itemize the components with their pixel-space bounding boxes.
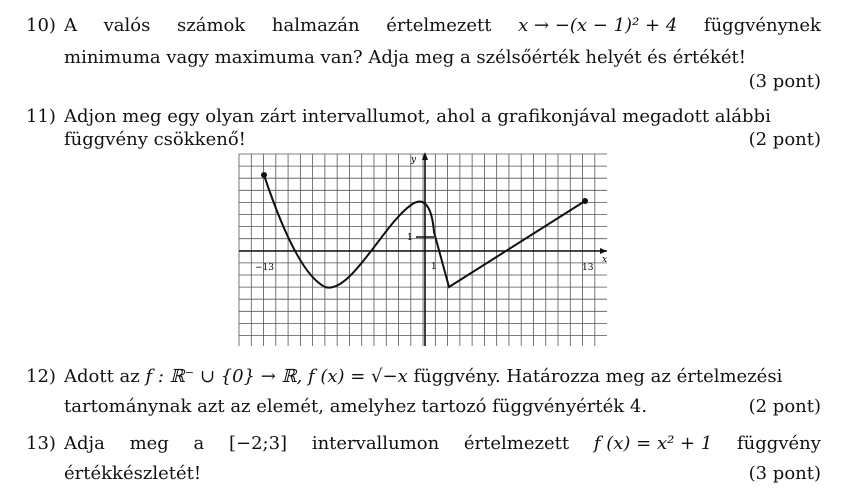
problem-13-line1 bbox=[64, 433, 821, 454]
problem-10-line1 bbox=[64, 15, 821, 36]
word: függvénynek bbox=[703, 15, 821, 36]
problem-12-number: 12) bbox=[26, 366, 56, 387]
problem-13-number: 13) bbox=[26, 433, 56, 454]
problem-10-formula: x → −(x − 1)² + 4 bbox=[518, 15, 678, 36]
problem-12-line2: tartománynak azt az elemét, amelyhez tartozó függvényérték 4. bbox=[64, 396, 648, 417]
problem-12-line1 bbox=[64, 366, 782, 388]
tick-label-x1: 1 bbox=[431, 262, 437, 272]
word: Adja bbox=[64, 433, 105, 454]
problem-11-line1: Adjon meg egy olyan zárt intervallumot, ahol a grafikonjával megadott alábbi bbox=[64, 106, 771, 127]
text: függvény. Határozza meg az értelmezési bbox=[413, 366, 783, 387]
problem-11-line2: függvény csökkenő! bbox=[64, 129, 246, 150]
curve-end-point bbox=[582, 198, 588, 204]
y-axis-label: y bbox=[411, 155, 417, 165]
problem-13-points: (3 pont) bbox=[748, 463, 821, 484]
tick-label-neg13: −13 bbox=[255, 263, 274, 273]
word: a bbox=[193, 433, 205, 454]
word: függvény bbox=[737, 433, 821, 454]
problem-11-points: (2 pont) bbox=[748, 129, 821, 150]
problem-11-number: 11) bbox=[26, 106, 56, 127]
word: értelmezett bbox=[463, 433, 570, 454]
word: számok bbox=[177, 15, 246, 36]
word: halmazán bbox=[271, 15, 360, 36]
problem-10-points: (3 pont) bbox=[748, 71, 821, 92]
x-axis-arrow bbox=[600, 248, 607, 254]
word: A bbox=[64, 15, 77, 36]
problem-12-points: (2 pont) bbox=[748, 396, 821, 417]
problem-13-line2: értékkészletét! bbox=[64, 463, 202, 484]
curve-start-point bbox=[261, 172, 267, 178]
tick-label-13: 13 bbox=[582, 263, 594, 273]
word: meg bbox=[129, 433, 169, 454]
text: Adott az bbox=[64, 366, 140, 387]
problem-13-formula: f (x) = x² + 1 bbox=[593, 433, 713, 454]
problem-13-interval: [−2;3] bbox=[228, 433, 288, 454]
x-axis-label: x bbox=[602, 255, 608, 265]
tick-label-y1: 1 bbox=[407, 233, 413, 243]
problem-10-number: 10) bbox=[26, 15, 56, 36]
problem-12-formula: f : ℝ⁻ ∪ {0} → ℝ, f (x) = √−x bbox=[145, 366, 408, 387]
word: értelmezett bbox=[386, 15, 492, 36]
problem-10-line2: minimuma vagy maximuma van? Adja meg a szélsőérték helyét és értékét! bbox=[64, 47, 746, 68]
word: intervallumon bbox=[311, 433, 440, 454]
function-graph bbox=[235, 150, 615, 360]
word: valós bbox=[103, 15, 151, 36]
